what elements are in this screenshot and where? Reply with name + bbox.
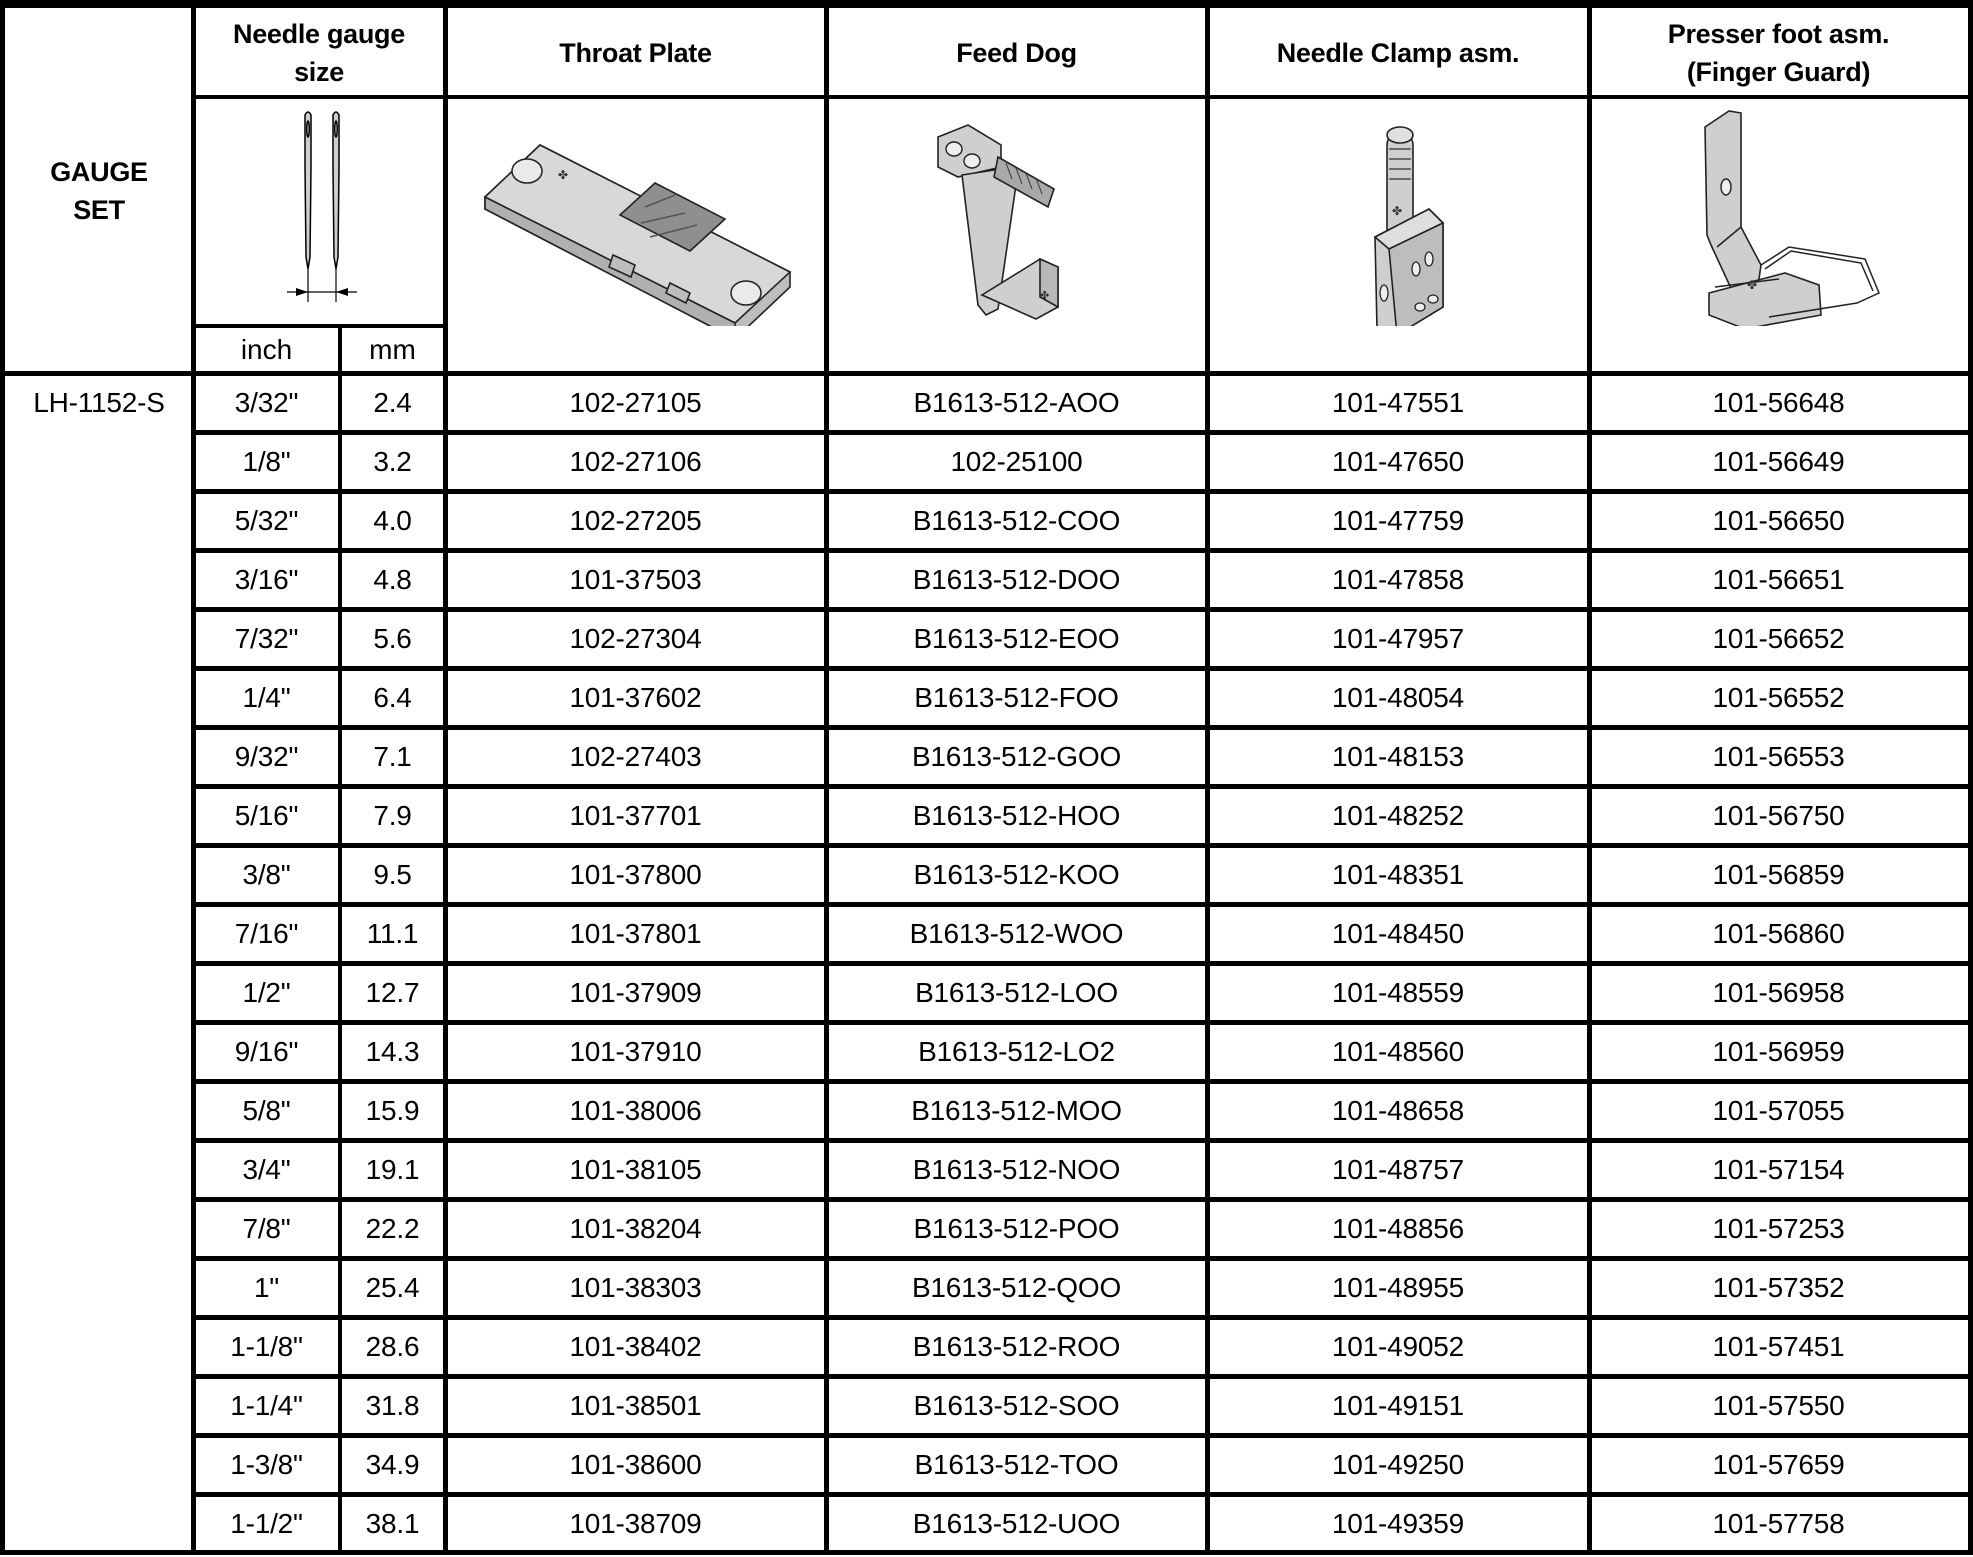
cell-value: 38.1 [365,1507,420,1539]
cell-presser-foot [1589,1258,1968,1317]
cell-inch [193,550,340,609]
cell-value: 1-1/8" [230,1330,303,1362]
cell-value: 101-38501 [569,1389,702,1421]
cell-value: 101-56958 [1712,976,1845,1008]
cell-value: 19.1 [365,1153,420,1185]
cell-value: 7.9 [373,799,412,831]
cell-value: 5/16" [234,799,299,831]
divider-row [193,1315,1968,1320]
cell-value: 101-38709 [569,1507,702,1539]
cell-presser-foot [1589,1140,1968,1199]
cell-value: 12.7 [365,976,420,1008]
cell-needle-clamp [1207,845,1589,904]
cell-value: B1613-512-ROO [912,1330,1121,1362]
cell-value: 1" [253,1271,280,1303]
cell-feed-dog [826,1199,1207,1258]
model-cell [5,373,193,432]
cell-value: 22.2 [365,1212,420,1244]
cell-value: 101-56649 [1712,445,1845,477]
cell-value: 4.8 [373,563,412,595]
cell-presser-foot [1589,1199,1968,1258]
cell-needle-clamp [1207,609,1589,668]
cell-feed-dog [826,373,1207,432]
border-top [0,0,1973,8]
cell-inch [193,1258,340,1317]
divider-row [193,1020,1968,1025]
cell-value: B1613-512-GOO [911,740,1122,772]
cell-throat-plate [445,727,826,786]
cell-value: 1/8" [242,445,291,477]
cell-throat-plate [445,1494,826,1553]
cell-presser-foot [1589,727,1968,786]
cell-needle-clamp [1207,904,1589,963]
cell-value: 7/16" [234,917,299,949]
cell-inch [193,904,340,963]
divider-row [193,902,1968,907]
cell-value: 101-48054 [1331,681,1465,713]
cell-value: 1-1/4" [230,1389,303,1421]
cell-presser-foot [1589,609,1968,668]
divider-row [193,666,1968,671]
cell-mm [340,1022,445,1081]
cell-throat-plate [445,373,826,432]
cell-value: B1613-512-TOO [914,1448,1119,1480]
divider-row [193,1138,1968,1143]
divider-row [193,1197,1968,1202]
cell-value: 101-48560 [1331,1035,1465,1067]
cell-needle-clamp [1207,963,1589,1022]
divider-header-image [193,324,445,328]
cell-throat-plate [445,963,826,1022]
cell-value: 3.2 [373,445,412,477]
cell-presser-foot [1589,432,1968,491]
cell-throat-plate [445,491,826,550]
cell-value: 101-37701 [569,799,702,831]
divider-row [193,961,1968,966]
cell-feed-dog [826,1494,1207,1553]
cell-presser-foot [1589,550,1968,609]
cell-value: 101-48351 [1331,858,1465,890]
cell-feed-dog [826,1258,1207,1317]
subheader-inch-label: inch [240,333,293,365]
cell-feed-dog [826,1376,1207,1435]
divider-row [193,1492,1968,1497]
svg-text:✤: ✤ [558,168,569,182]
cell-value: B1613-512-SOO [913,1389,1120,1421]
cell-value: 101-47650 [1331,445,1465,477]
cell-value: 9/16" [234,1035,299,1067]
cell-feed-dog [826,963,1207,1022]
cell-mm [340,550,445,609]
divider-header-title [193,95,1968,99]
cell-value: 31.8 [365,1389,420,1421]
cell-throat-plate [445,1317,826,1376]
cell-throat-plate [445,1199,826,1258]
header-gauge-set [5,8,193,373]
divider-row [193,548,1968,553]
cell-value: 14.3 [365,1035,420,1067]
cell-presser-foot [1589,373,1968,432]
divider-row [193,430,1968,435]
cell-feed-dog [826,550,1207,609]
presser-foot-icon [1589,97,1968,326]
header-gauge-set-line2: SET [73,194,125,225]
cell-needle-clamp [1207,1199,1589,1258]
cell-inch [193,1022,340,1081]
cell-mm [340,963,445,1022]
cell-needle-clamp [1207,1140,1589,1199]
cell-feed-dog [826,845,1207,904]
cell-value: 6.4 [373,681,412,713]
cell-value: 101-56652 [1712,622,1845,654]
divider-header-bottom [0,371,1973,376]
cell-value: B1613-512-HOO [912,799,1121,831]
cell-value: 3/16" [234,563,299,595]
cell-value: 5.6 [373,622,412,654]
cell-mm [340,904,445,963]
cell-throat-plate [445,904,826,963]
cell-presser-foot [1589,1435,1968,1494]
divider-row [193,784,1968,789]
cell-value: 4.0 [373,504,412,536]
cell-value: B1613-512-LOO [915,976,1118,1008]
cell-inch [193,373,340,432]
divider-row [193,1256,1968,1261]
cell-value: 102-27403 [569,740,702,772]
cell-value: 101-47759 [1331,504,1465,536]
cell-value: 11.1 [366,917,419,949]
cell-value: B1613-512-MOO [911,1094,1122,1126]
cell-value: B1613-512-AOO [913,386,1120,418]
cell-inch [193,1376,340,1435]
cell-inch [193,1317,340,1376]
throat-plate-icon [445,97,826,326]
cell-value: 101-56859 [1712,858,1845,890]
cell-value: 101-56750 [1712,799,1845,831]
cell-needle-clamp [1207,668,1589,727]
cell-needle-clamp [1207,491,1589,550]
border-bottom [0,1550,1973,1555]
cell-value: B1613-512-POO [913,1212,1120,1244]
cell-inch [193,786,340,845]
cell-value: 101-57550 [1712,1389,1845,1421]
header-needle-gauge-size [193,8,445,97]
cell-value: 101-48153 [1331,740,1465,772]
divider-row [193,1433,1968,1438]
cell-needle-clamp [1207,432,1589,491]
cell-value: 101-37800 [569,858,702,890]
cell-value: 101-57758 [1712,1507,1845,1539]
cell-throat-plate [445,432,826,491]
header-throat-plate [445,8,826,97]
cell-value: 101-38600 [569,1448,702,1480]
cell-value: 1/2" [242,976,291,1008]
cell-inch [193,1494,340,1553]
cell-value: 101-49151 [1331,1389,1465,1421]
cell-value: 101-57451 [1712,1330,1845,1362]
cell-value: 102-27106 [569,445,702,477]
cell-value: 101-37801 [569,917,702,949]
header-presser-foot [1589,8,1968,97]
header-needle-clamp [1207,8,1589,97]
cell-mm [340,1317,445,1376]
header-gauge-set-line1: GAUGE [50,156,148,187]
cell-value: 102-25100 [950,445,1083,477]
cell-value: B1613-512-KOO [913,858,1120,890]
cell-value: 28.6 [365,1330,420,1362]
header-needle-clamp-label: Needle Clamp asm. [1276,37,1520,68]
cell-throat-plate [445,1435,826,1494]
cell-value: 101-56648 [1712,386,1845,418]
subheader-mm-label: mm [369,333,416,365]
cell-value: 101-57352 [1712,1271,1845,1303]
cell-throat-plate [445,668,826,727]
cell-inch [193,1081,340,1140]
cell-mm [340,1435,445,1494]
cell-value: 3/4" [242,1153,291,1185]
cell-inch [193,491,340,550]
cell-value: 101-57659 [1712,1448,1845,1480]
model-label: LH-1152-S [33,386,165,418]
cell-feed-dog [826,1140,1207,1199]
border-left [0,0,5,1555]
cell-value: 101-48559 [1331,976,1465,1008]
header-feed-dog [826,8,1207,97]
cell-feed-dog [826,904,1207,963]
cell-mm [340,845,445,904]
cell-mm [340,668,445,727]
cell-value: 101-38105 [569,1153,702,1185]
cell-value: B1613-512-COO [912,504,1121,536]
cell-inch [193,1435,340,1494]
needle-clamp-icon [1207,97,1589,326]
cell-value: 101-49359 [1331,1507,1465,1539]
header-needle-gauge-line1: Needle gauge [233,18,405,49]
header-presser-foot-line1: Presser foot asm. [1667,18,1890,49]
cell-value: 102-27304 [569,622,702,654]
cell-value: 101-38204 [569,1212,702,1244]
cell-value: 101-48658 [1331,1094,1465,1126]
cell-value: 1/4" [242,681,291,713]
cell-presser-foot [1589,1376,1968,1435]
cell-mm [340,727,445,786]
cell-inch [193,727,340,786]
header-throat-plate-label: Throat Plate [559,37,712,68]
cell-mm [340,1258,445,1317]
subheader-inch [193,326,340,373]
cell-feed-dog [826,668,1207,727]
cell-value: 101-56650 [1712,504,1845,536]
header-feed-dog-label: Feed Dog [956,37,1077,68]
cell-mm [340,1494,445,1553]
header-needle-gauge-line2: size [294,56,344,87]
cell-presser-foot [1589,668,1968,727]
cell-value: B1613-512-DOO [912,563,1121,595]
cell-value: B1613-512-LO2 [918,1035,1115,1067]
divider-row [193,843,1968,848]
cell-value: 101-38402 [569,1330,702,1362]
cell-throat-plate [445,1258,826,1317]
cell-value: 5/8" [242,1094,291,1126]
cell-needle-clamp [1207,1376,1589,1435]
cell-needle-clamp [1207,1081,1589,1140]
cell-presser-foot [1589,491,1968,550]
cell-value: 9/32" [234,740,299,772]
cell-feed-dog [826,609,1207,668]
subheader-mm [340,326,445,373]
cell-value: 101-48856 [1331,1212,1465,1244]
cell-value: 34.9 [365,1448,420,1480]
cell-needle-clamp [1207,786,1589,845]
cell-value: 101-57154 [1712,1153,1845,1185]
cell-value: 25.4 [365,1271,420,1303]
cell-mm [340,373,445,432]
divider-row [193,1079,1968,1084]
cell-throat-plate [445,550,826,609]
cell-value: 101-37503 [569,563,702,595]
cell-value: 101-37602 [569,681,702,713]
cell-value: 101-49250 [1331,1448,1465,1480]
cell-feed-dog [826,491,1207,550]
cell-value: B1613-512-WOO [909,917,1124,949]
cell-presser-foot [1589,963,1968,1022]
cell-throat-plate [445,1081,826,1140]
cell-inch [193,1199,340,1258]
cell-value: 1-3/8" [230,1448,303,1480]
cell-throat-plate [445,1022,826,1081]
cell-feed-dog [826,786,1207,845]
cell-needle-clamp [1207,373,1589,432]
cell-presser-foot [1589,1081,1968,1140]
cell-value: 102-27205 [569,504,702,536]
cell-value: 101-37909 [569,976,702,1008]
cell-value: 101-49052 [1331,1330,1465,1362]
cell-mm [340,1081,445,1140]
cell-feed-dog [826,432,1207,491]
cell-value: 101-47858 [1331,563,1465,595]
cell-value: 101-48757 [1331,1153,1465,1185]
cell-mm [340,1199,445,1258]
cell-value: 15.9 [365,1094,420,1126]
divider-row [193,607,1968,612]
cell-throat-plate [445,1140,826,1199]
cell-feed-dog [826,1317,1207,1376]
cell-value: 3/8" [242,858,291,890]
divider-row [193,1374,1968,1379]
cell-mm [340,491,445,550]
cell-inch [193,1140,340,1199]
cell-presser-foot [1589,904,1968,963]
cell-mm [340,432,445,491]
cell-value: 5/32" [234,504,299,536]
cell-value: 101-56552 [1712,681,1845,713]
cell-value: 3/32" [234,386,299,418]
cell-value: 2.4 [373,386,412,418]
cell-value: 101-38006 [569,1094,702,1126]
cell-value: 101-56860 [1712,917,1845,949]
cell-value: 101-47957 [1331,622,1465,654]
cell-value: 101-37910 [569,1035,702,1067]
cell-value: 101-48450 [1331,917,1465,949]
cell-throat-plate [445,609,826,668]
feed-dog-icon [826,97,1207,326]
cell-value: B1613-512-UOO [912,1507,1121,1539]
cell-value: 102-27105 [569,386,702,418]
cell-value: B1613-512-EOO [913,622,1120,654]
cell-value: 7/8" [242,1212,291,1244]
cell-value: B1613-512-FOO [914,681,1119,713]
cell-value: 101-57055 [1712,1094,1845,1126]
cell-mm [340,1140,445,1199]
header-presser-foot-line2: (Finger Guard) [1686,56,1871,87]
cell-presser-foot [1589,1494,1968,1553]
cell-value: 101-48955 [1331,1271,1465,1303]
cell-feed-dog [826,1435,1207,1494]
cell-presser-foot [1589,1022,1968,1081]
cell-value: 101-56651 [1712,563,1845,595]
cell-inch [193,845,340,904]
cell-inch [193,609,340,668]
cell-inch [193,668,340,727]
cell-value: 9.5 [373,858,412,890]
cell-value: B1613-512-NOO [912,1153,1121,1185]
cell-needle-clamp [1207,1317,1589,1376]
cell-feed-dog [826,1022,1207,1081]
cell-value: 7.1 [373,740,412,772]
twin-needle-gauge-icon [193,97,445,326]
cell-presser-foot [1589,1317,1968,1376]
cell-throat-plate [445,786,826,845]
cell-value: 101-47551 [1331,386,1465,418]
cell-feed-dog [826,1081,1207,1140]
cell-value: 1-1/2" [230,1507,303,1539]
cell-value: 101-48252 [1331,799,1465,831]
cell-inch [193,432,340,491]
cell-value: 101-56553 [1712,740,1845,772]
cell-presser-foot [1589,845,1968,904]
svg-text:✤: ✤ [1040,289,1050,302]
cell-mm [340,786,445,845]
cell-needle-clamp [1207,727,1589,786]
cell-inch [193,963,340,1022]
cell-needle-clamp [1207,1494,1589,1553]
divider-row [193,725,1968,730]
cell-value: 101-57253 [1712,1212,1845,1244]
svg-text:✤: ✤ [1392,204,1403,218]
cell-mm [340,1376,445,1435]
cell-throat-plate [445,845,826,904]
cell-mm [340,609,445,668]
cell-needle-clamp [1207,1258,1589,1317]
svg-text:✤: ✤ [1747,278,1758,292]
cell-throat-plate [445,1376,826,1435]
divider-inch-mm-header [338,326,342,373]
cell-value: 7/32" [234,622,299,654]
cell-value: B1613-512-QOO [911,1271,1122,1303]
cell-value: 101-38303 [569,1271,702,1303]
divider-row [193,489,1968,494]
cell-needle-clamp [1207,1022,1589,1081]
cell-value: 101-56959 [1712,1035,1845,1067]
border-right [1968,0,1973,1555]
cell-needle-clamp [1207,1435,1589,1494]
cell-presser-foot [1589,786,1968,845]
cell-feed-dog [826,727,1207,786]
cell-needle-clamp [1207,550,1589,609]
